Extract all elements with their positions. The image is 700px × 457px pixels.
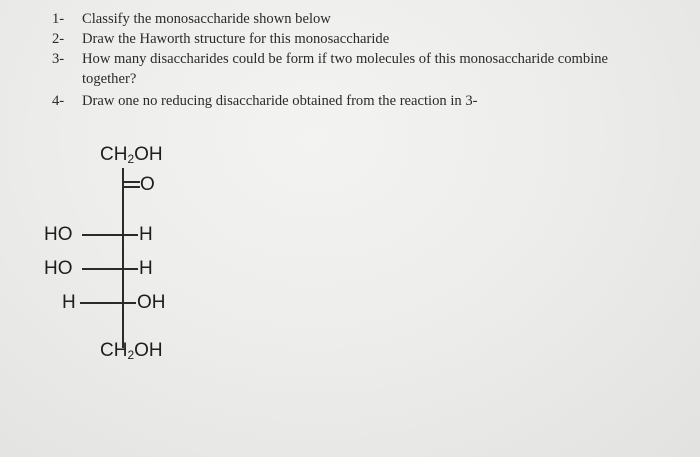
top-ch2oh-group: $CH_2OH$ — [100, 144, 163, 166]
question-number: 3- — [52, 51, 65, 67]
question-text: Draw one no reducing disaccharide obtained from the reaction in 3- — [82, 93, 478, 109]
bottom-ch2oh-group: $CH_2OH$ — [100, 340, 163, 362]
row-2-left-group: HO — [44, 258, 73, 279]
row-2-right-group: H — [139, 258, 153, 279]
carbon-backbone-line — [122, 168, 124, 348]
row-3-horizontal-bond — [80, 302, 136, 304]
row-1-right-group: H — [139, 224, 153, 245]
double-bond-line — [123, 186, 140, 188]
question-number: 2- — [52, 31, 65, 47]
question-number: 1- — [52, 11, 65, 27]
row-3-right-group: OH — [137, 292, 166, 313]
question-text: Draw the Haworth structure for this monosaccharide — [82, 31, 390, 47]
carbonyl-oxygen: O — [140, 174, 155, 195]
row-3-left-group: H — [62, 292, 76, 313]
question-text: Classify the monosaccharide shown below — [82, 11, 331, 27]
double-bond-line — [123, 181, 140, 183]
question-number: 4- — [52, 93, 65, 109]
row-1-horizontal-bond — [82, 234, 138, 236]
row-2-horizontal-bond — [82, 268, 138, 270]
question-text: How many disaccharides could be form if two molecules of this monosaccharide combine together? — [82, 51, 609, 87]
row-1-left-group: HO — [44, 224, 73, 245]
